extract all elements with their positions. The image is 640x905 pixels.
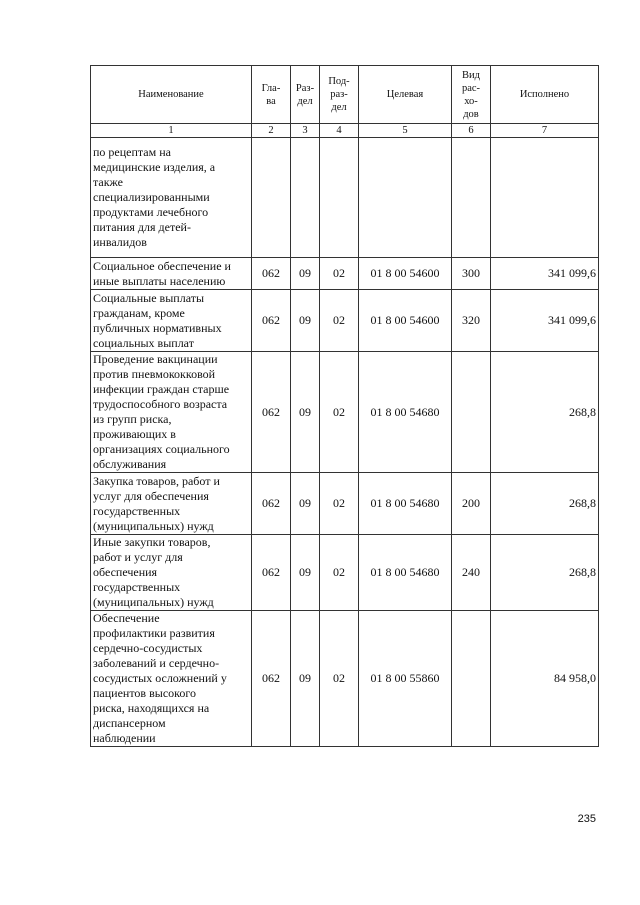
- row-subsection: 02: [320, 535, 359, 611]
- header-target: Целевая: [359, 66, 452, 124]
- row-subsection: 02: [320, 352, 359, 473]
- row-executed: 84 958,0: [491, 611, 599, 747]
- header-expense-type: Вид рас- хо- дов: [452, 66, 491, 124]
- row-name: Иные закупки товаров, работ и услуг для обеспечения государственных (муниципальных) нужд: [91, 535, 252, 611]
- row-subsection: 02: [320, 611, 359, 747]
- row-section: 09: [291, 473, 320, 535]
- column-number: 4: [320, 124, 359, 138]
- row-chapter: 062: [252, 473, 291, 535]
- column-number: 1: [91, 124, 252, 138]
- row-target: 01 8 00 54600: [359, 258, 452, 290]
- row-expense-type: [452, 611, 491, 747]
- row-chapter: 062: [252, 258, 291, 290]
- row-chapter: 062: [252, 290, 291, 352]
- header-chapter: Гла- ва: [252, 66, 291, 124]
- column-number: 7: [491, 124, 599, 138]
- row-expense-type: [452, 138, 491, 258]
- row-chapter: 062: [252, 611, 291, 747]
- budget-execution-table: [90, 65, 599, 747]
- row-name: Проведение вакцинации против пневмококковой инфекции граждан старше трудоспособного возраста из групп риска, проживающих в организациях социального обслуживания: [91, 352, 252, 473]
- row-section: [291, 138, 320, 258]
- row-section: 09: [291, 352, 320, 473]
- table-row: [91, 535, 599, 611]
- header-name: Наименование: [91, 66, 252, 124]
- column-number: 5: [359, 124, 452, 138]
- row-section: 09: [291, 290, 320, 352]
- column-number: 3: [291, 124, 320, 138]
- row-name: Социальное обеспечение и иные выплаты населению: [91, 258, 252, 290]
- header-row: [91, 66, 599, 124]
- row-expense-type: 320: [452, 290, 491, 352]
- row-target: 01 8 00 55860: [359, 611, 452, 747]
- row-expense-type: 240: [452, 535, 491, 611]
- row-subsection: [320, 138, 359, 258]
- table-row: [91, 258, 599, 290]
- row-name: по рецептам на медицинские изделия, а также специализированными продуктами лечебного питания для детей- инвалидов: [91, 138, 252, 258]
- page-number: 235: [577, 813, 596, 825]
- table-row: [91, 611, 599, 747]
- row-name: Социальные выплаты гражданам, кроме публичных нормативных социальных выплат: [91, 290, 252, 352]
- header-section: Раз- дел: [291, 66, 320, 124]
- row-target: [359, 138, 452, 258]
- row-executed: 268,8: [491, 473, 599, 535]
- row-subsection: 02: [320, 290, 359, 352]
- row-executed: [491, 138, 599, 258]
- row-chapter: [252, 138, 291, 258]
- row-subsection: 02: [320, 258, 359, 290]
- row-expense-type: [452, 352, 491, 473]
- column-number: 6: [452, 124, 491, 138]
- table-row: [91, 138, 599, 258]
- table-row: [91, 473, 599, 535]
- column-number: 2: [252, 124, 291, 138]
- header-subsection: Под- раз- дел: [320, 66, 359, 124]
- row-chapter: 062: [252, 352, 291, 473]
- row-executed: 268,8: [491, 535, 599, 611]
- table-row: [91, 290, 599, 352]
- row-executed: 341 099,6: [491, 290, 599, 352]
- row-subsection: 02: [320, 473, 359, 535]
- row-target: 01 8 00 54680: [359, 535, 452, 611]
- row-expense-type: 300: [452, 258, 491, 290]
- header-executed: Исполнено: [491, 66, 599, 124]
- row-expense-type: 200: [452, 473, 491, 535]
- row-name: Обеспечение профилактики развития сердечно-сосудистых заболеваний и сердечно- сосудистых осложнений у пациентов высокого риска, находящихся на диспансерном наблюдении: [91, 611, 252, 747]
- row-section: 09: [291, 258, 320, 290]
- row-target: 01 8 00 54600: [359, 290, 452, 352]
- row-section: 09: [291, 611, 320, 747]
- row-executed: 341 099,6: [491, 258, 599, 290]
- row-target: 01 8 00 54680: [359, 473, 452, 535]
- row-target: 01 8 00 54680: [359, 352, 452, 473]
- row-section: 09: [291, 535, 320, 611]
- row-name: Закупка товаров, работ и услуг для обеспечения государственных (муниципальных) нужд: [91, 473, 252, 535]
- table-row: [91, 352, 599, 473]
- row-executed: 268,8: [491, 352, 599, 473]
- row-chapter: 062: [252, 535, 291, 611]
- column-number-row: [91, 124, 599, 138]
